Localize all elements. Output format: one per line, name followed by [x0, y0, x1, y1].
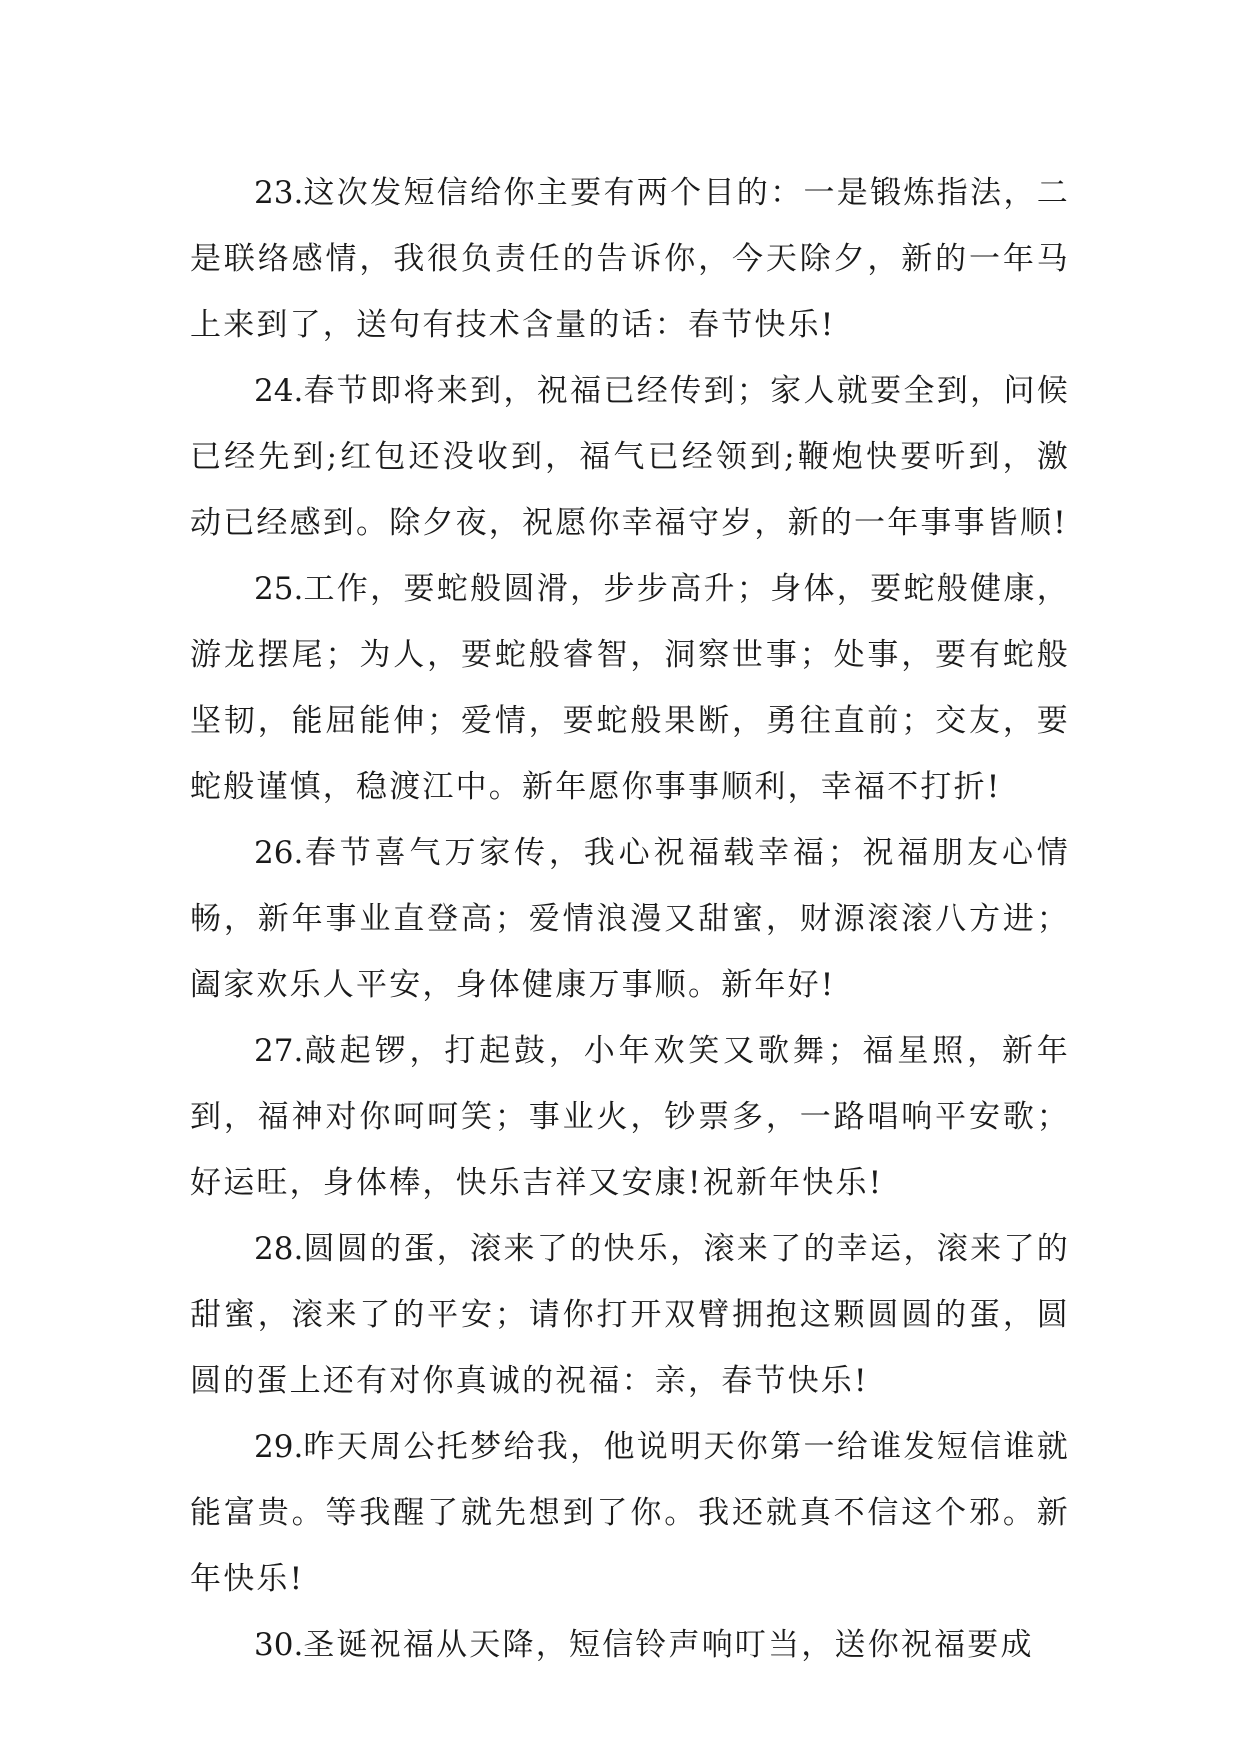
- paragraph-28: [190, 1216, 1070, 1414]
- paragraph-number: 25.: [254, 571, 304, 607]
- paragraph-29: [190, 1414, 1070, 1612]
- paragraph-text: 圆圆的蛋，滚来了的快乐，滚来了的幸运，滚来了的甜蜜，滚来了的平安；请你打开双臂拥抱这颗圆圆的蛋，圆圆的蛋上还有对你真诚的祝福：亲，春节快乐!: [190, 1231, 1070, 1399]
- paragraph-number: 24.: [254, 373, 304, 409]
- paragraph-number: 30.: [254, 1627, 304, 1663]
- paragraph-number: 29.: [254, 1429, 304, 1465]
- paragraph-text: 圣诞祝福从天降，短信铃声响叮当，送你祝福要成: [303, 1627, 1034, 1663]
- paragraph-27: [190, 1018, 1070, 1216]
- paragraph-23: [190, 160, 1070, 358]
- paragraph-text: 工作，要蛇般圆滑，步步高升；身体，要蛇般健康，游龙摆尾；为人，要蛇般睿智，洞察世事；处事，要有蛇般坚韧，能屈能伸；爱情，要蛇般果断，勇往直前；交友，要蛇般谨慎，稳渡江中。新年愿你事事顺利，幸福不打折!: [190, 571, 1070, 805]
- paragraph-30: [190, 1612, 1070, 1678]
- paragraph-26: [190, 820, 1070, 1018]
- paragraph-text: 春节即将来到，祝福已经传到；家人就要全到，问候已经先到;红包还没收到，福气已经领到;鞭炮快要听到，激动已经感到。除夕夜，祝愿你幸福守岁，新的一年事事皆顺!: [190, 373, 1070, 541]
- paragraph-24: [190, 358, 1070, 556]
- paragraph-number: 26.: [254, 835, 304, 871]
- paragraph-text: 昨天周公托梦给我，他说明天你第一给谁发短信谁就能富贵。等我醒了就先想到了你。我还就真不信这个邪。新年快乐!: [190, 1429, 1070, 1597]
- paragraph-25: [190, 556, 1070, 820]
- document-body: [190, 160, 1070, 1678]
- paragraph-text: 春节喜气万家传，我心祝福载幸福；祝福朋友心情畅，新年事业直登高；爱情浪漫又甜蜜，财源滚滚八方进；阖家欢乐人平安，身体健康万事顺。新年好!: [190, 835, 1070, 1003]
- paragraph-number: 27.: [254, 1033, 304, 1069]
- paragraph-text: 敲起锣，打起鼓，小年欢笑又歌舞；福星照，新年到，福神对你呵呵笑；事业火，钞票多，一路唱响平安歌；好运旺，身体棒，快乐吉祥又安康!祝新年快乐!: [190, 1033, 1070, 1201]
- paragraph-number: 23.: [254, 175, 304, 211]
- paragraph-text: 这次发短信给你主要有两个目的：一是锻炼指法，二是联络感情，我很负责任的告诉你，今天除夕，新的一年马上来到了，送句有技术含量的话：春节快乐!: [190, 175, 1070, 343]
- paragraph-number: 28.: [254, 1231, 304, 1267]
